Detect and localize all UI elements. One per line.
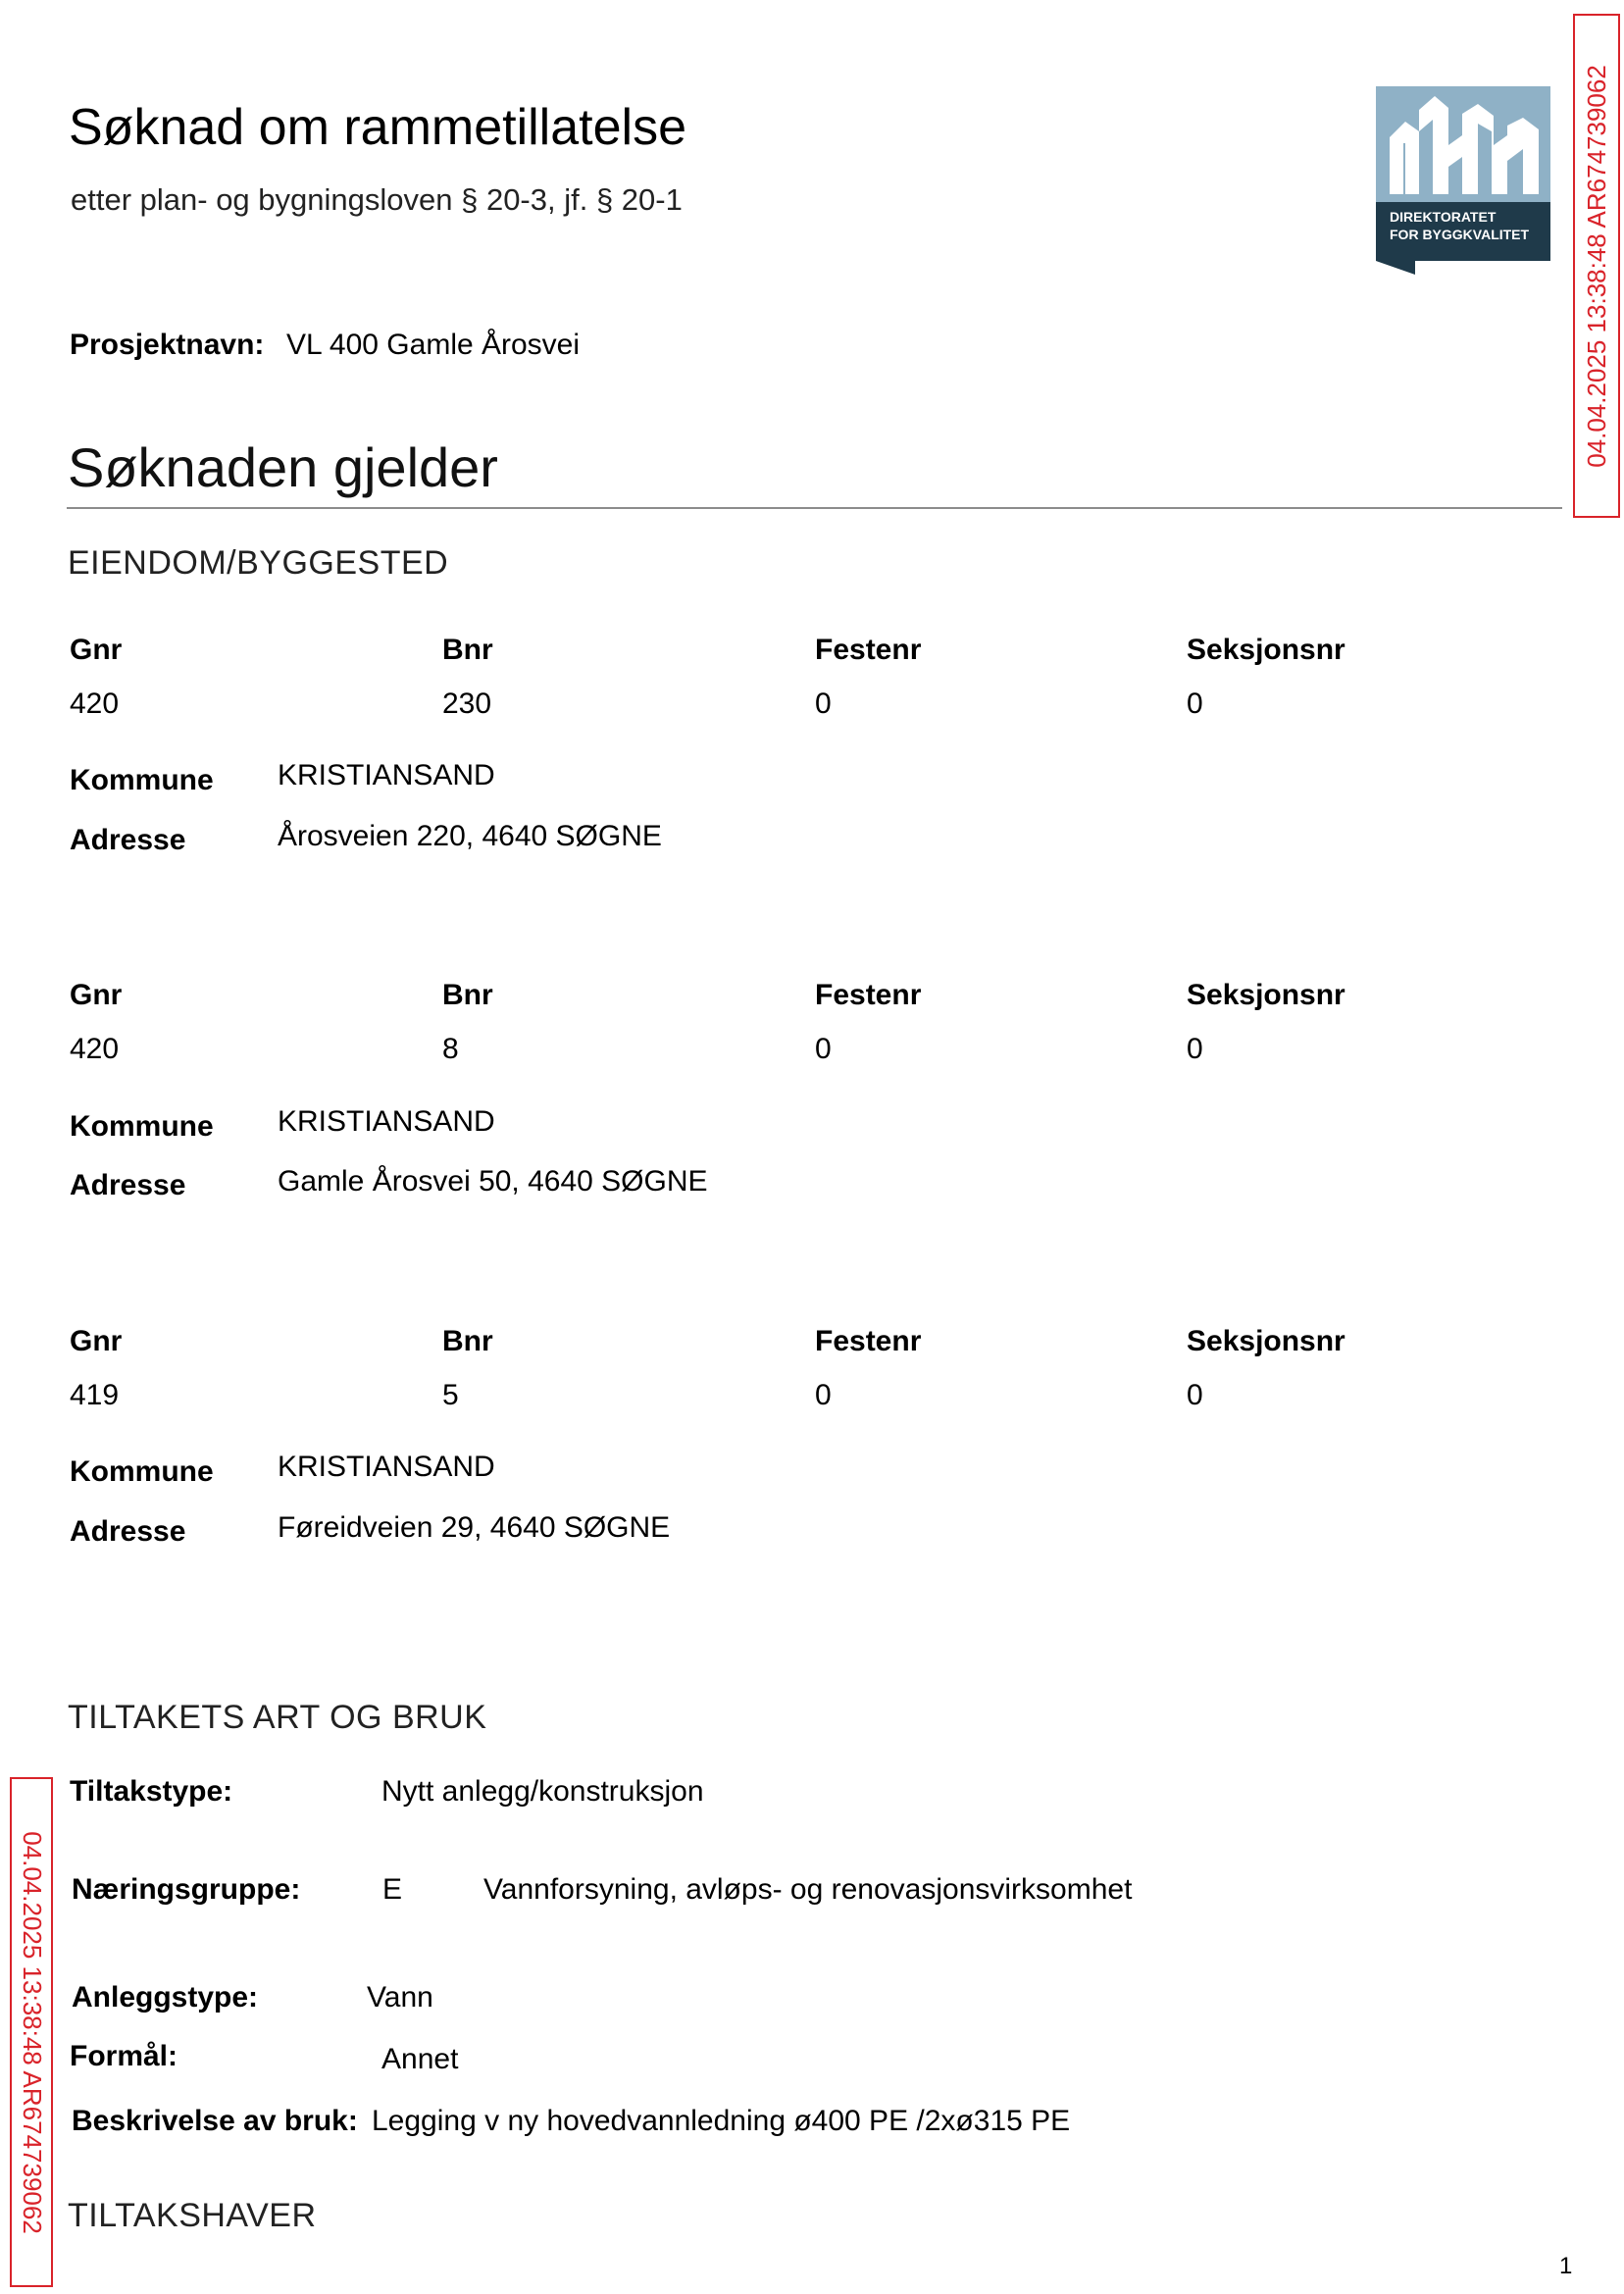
- beskrivelse-label: Beskrivelse av bruk:: [72, 2105, 358, 2137]
- property-heading: EIENDOM/BYGGESTED: [68, 544, 449, 582]
- seksjonsnr-label: Seksjonsnr: [1187, 979, 1345, 1011]
- gnr-value: 420: [70, 688, 120, 720]
- tiltak-heading: TILTAKETS ART OG BRUK: [68, 1699, 487, 1736]
- kommune-label: Kommune: [70, 764, 214, 796]
- tiltakstype-label: Tiltakstype:: [70, 1775, 233, 1808]
- adresse-value: Føreidveien 29, 4640 SØGNE: [278, 1511, 671, 1544]
- kommune-value: KRISTIANSAND: [278, 1105, 495, 1138]
- bnr-value: 5: [442, 1379, 459, 1411]
- bnr-label: Bnr: [442, 1325, 493, 1357]
- logo-text-line2: FOR BYGGKVALITET: [1390, 227, 1530, 242]
- formal-label: Formål:: [70, 2040, 178, 2072]
- tiltakshaver-heading: TILTAKSHAVER: [68, 2197, 317, 2234]
- naeringsgruppe-label: Næringsgruppe:: [72, 1873, 301, 1906]
- adresse-value: Gamle Årosvei 50, 4640 SØGNE: [278, 1165, 708, 1198]
- seksjonsnr-value: 0: [1187, 1033, 1203, 1065]
- bnr-label: Bnr: [442, 979, 493, 1011]
- festenr-value: 0: [815, 1379, 832, 1411]
- festenr-label: Festenr: [815, 634, 922, 666]
- adresse-label: Adresse: [70, 1515, 186, 1548]
- form-title: Søknad om rammetillatelse: [69, 99, 686, 156]
- timestamp-stamp-bottom: [10, 1777, 53, 2287]
- gnr-value: 419: [70, 1379, 120, 1411]
- anleggstype-label: Anleggstype:: [72, 1981, 259, 2014]
- festenr-label: Festenr: [815, 1325, 922, 1357]
- bnr-value: 8: [442, 1033, 459, 1065]
- logo-text-line1: DIREKTORATET: [1390, 209, 1497, 225]
- kommune-label: Kommune: [70, 1110, 214, 1143]
- section-title: Søknaden gjelder: [68, 436, 498, 498]
- project-name-value: VL 400 Gamle Årosvei: [286, 329, 581, 361]
- bnr-label: Bnr: [442, 634, 493, 666]
- gnr-label: Gnr: [70, 634, 123, 666]
- stamp-text: 04.04.2025 13:38:48 AR674739062: [1581, 64, 1611, 468]
- bnr-value: 230: [442, 688, 492, 720]
- adresse-label: Adresse: [70, 1169, 186, 1201]
- festenr-label: Festenr: [815, 979, 922, 1011]
- page-number: 1: [1559, 2253, 1573, 2279]
- project-name-label: Prosjektnavn:: [70, 329, 265, 361]
- adresse-label: Adresse: [70, 824, 186, 856]
- formal-value: Annet: [381, 2043, 459, 2075]
- section-divider: [67, 507, 1562, 509]
- logo-notch: [1376, 261, 1415, 275]
- tiltakstype-value: Nytt anlegg/konstruksjon: [381, 1775, 704, 1808]
- adresse-value: Årosveien 220, 4640 SØGNE: [278, 820, 662, 852]
- dibk-logo: [1376, 86, 1550, 275]
- naeringsgruppe-code: E: [382, 1873, 403, 1906]
- kommune-value: KRISTIANSAND: [278, 1451, 495, 1483]
- kommune-value: KRISTIANSAND: [278, 759, 495, 791]
- festenr-value: 0: [815, 1033, 832, 1065]
- seksjonsnr-value: 0: [1187, 688, 1203, 720]
- gnr-label: Gnr: [70, 1325, 123, 1357]
- seksjonsnr-label: Seksjonsnr: [1187, 1325, 1345, 1357]
- seksjonsnr-value: 0: [1187, 1379, 1203, 1411]
- gnr-value: 420: [70, 1033, 120, 1065]
- stamp-text: 04.04.2025 13:38:48 AR674739062: [17, 1830, 47, 2234]
- festenr-value: 0: [815, 688, 832, 720]
- timestamp-stamp-top: [1573, 14, 1620, 518]
- form-subtitle: etter plan- og bygningsloven § 20-3, jf. § 20-1: [71, 182, 683, 217]
- anleggstype-value: Vann: [367, 1981, 433, 2014]
- logo-text: [1390, 208, 1529, 243]
- kommune-label: Kommune: [70, 1455, 214, 1488]
- naeringsgruppe-value: Vannforsyning, avløps- og renovasjonsvirksomhet: [483, 1873, 1133, 1906]
- gnr-label: Gnr: [70, 979, 123, 1011]
- seksjonsnr-label: Seksjonsnr: [1187, 634, 1345, 666]
- beskrivelse-value: Legging v ny hovedvannledning ø400 PE /2xø315 PE: [372, 2105, 1071, 2137]
